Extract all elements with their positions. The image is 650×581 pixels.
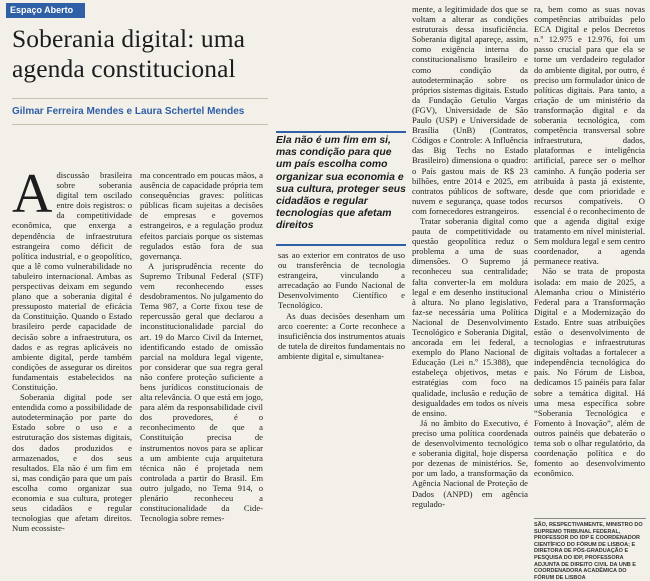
pull-quote: Ela não é um fim em si, mas condição para que um país escolha como organizar sua economia e sua cultura, proteger seus cidadãos e regular tecnologias que afetam direitos [276, 135, 406, 232]
drop-cap: A [12, 163, 53, 225]
paragraph: Soberania digital pode ser entendida como a possibilidade de autodeterminação por parte do Estado sobre o uso e a estruturação dos sistemas digitais, dos dados produzidos e armazenados, e dos seus resultados. Ela não é um fim em si, mas condição para que um país escolha como organizar sua economia e sua cultura, proteger seus cidadãos e regular tecnologias que afetam direitos. Num ecossiste- [12, 392, 132, 534]
paragraph: mente, a legitimidade dos que se voltam a alterar as condições estruturais dessa insuficiência. Soberania digital apareçe, assim, como exigência interna do constitucionalismo brasileiro e como condição da autodeterminação sobre os próprios sistemas digitais. Estudo da Fundação Getulio Vargas (FGV), Universidade de São Paulo (USP) e Universidade de Brasília (UnB) (Contratos, Códigos e Controle: A Influência das Big Techs no Estado Brasileiro) dimensiona o quadro: o País gastou mais de R$ 23 bilhões, entre 2014 e 2025, em contratos públicos de software, nuvem e segurança, quase todos com fornecedores estrangeiros. [412, 4, 528, 216]
pullquote-rule-top [276, 131, 406, 133]
paragraph: discussão brasileira sobre soberania digital tem oscilado entre dois registros: o da competitividade econômica, que enxerga a dependência de infraestrutura estrangeira como déficit de política industrial, e o geopolítico, que a lê como vulnerabilidade no tabuleiro internacional. Ambas as perspectivas deixam em segundo plano que a soberania digital é pressuposto material de eficácia da Constituição. Quando o Estado brasileiro perde capacidade de decisão sobre a infraestrutura, os dados e as regras aplicáveis no ambiente digital, perde também condições de assegurar os direitos fundamentais estabelecidos na Constituição. [12, 170, 132, 392]
pullquote-rule-bottom [276, 244, 406, 246]
paragraph: Já no âmbito do Executivo, é preciso uma política coordenada de desenvolvimento tecnológico e soberania digital, hoje dispersa por dezenas de ministérios. Se, por um lado, a transformação da Agência Nacional de Proteção de Dados (ANPD) em agência regulado- [412, 417, 528, 509]
paragraph: ma concentrado em poucas mãos, a ausência de capacidade própria tem consequências graves: políticas públicas ficam sujeitas a decisões de empresas e governos estrangeiros, e a regulação produz efeitos parciais porque os sistemas regulados estão fora de sua governança. [140, 170, 263, 261]
author-connector: e [126, 106, 133, 117]
paragraph: As duas decisões desenham um arco coerente: a Corte reconhece a insuficiência dos instrumentos atuais de tutela de direitos fundamentais no ambiente digital e, simultanea- [278, 310, 405, 361]
author-bio: SÃO, RESPECTIVAMENTE, MINISTRO DO SUPREMO TRIBUNAL FEDERAL, PROFESSOR DO IDP E COORDENADOR CIENTÍFICO DO FÓRUM DE LISBOA; E DIRETORA DE PÓS-GRADUAÇÃO E PESQUISA DO IDP, PROFESSORA ADJUNTA DE DIREITO CIVIL DA UNB E COORDENADORA ACADÊMICA DO FÓRUM DE LISBOA [534, 518, 646, 581]
paragraph: ra, bem como as suas novas competências atribuídas pelo ECA Digital e pelos Decretos n.º 12.975 e 12.976, foi um passo crucial para que ela se torne um verdadeiro regulador do ambiente digital, por outro, é preciso um formulador único de políticas digitais. Para tanto, a criação de um ministério da transformação digital e da soberania tecnológica, com competência transversal sobre infraestrutura, dados, plataformas e inteligência artificial, parece ser o melhor caminho. A função poderia ser atribuída à pasta já existente, desde que com prioridade e recursos compatíveis. O essencial é o reconhecimento de que a agenda digital exige tratamento em nível ministerial. Sem moldura legal e sem centro coordenador, a agenda permanece reativa. [534, 4, 645, 267]
author-second: Laura Schertel Mendes [134, 106, 245, 117]
paragraph: Tratar soberania digital como pauta de competitividade ou questão geopolítica reduz o problema a uma de suas dimensões. O Supremo já reconheceu sua centralidade; falta converter-la em moldura legal e em desenho institucional à altura. No plano legislativo, faz-se necessária uma Política Nacional de Desenvolvimento Tecnológico e Soberania Digital, ancorada em lei federal, a exemplo do Plano Nacional de Educação (Lei n.º 15.388), que estabeleça objetivos, metas e estratégias com foco na qualidade, inclusão e redução de desigualdades em todos os níveis de ensino. [412, 215, 528, 418]
section-label: Espaço Aberto [6, 3, 85, 18]
article-column-1 [12, 163, 132, 534]
authors-divider-top [12, 98, 268, 99]
article-column-2 [140, 170, 263, 523]
article-column-3 [278, 250, 405, 361]
article-column-5 [534, 4, 645, 478]
article-byline [12, 106, 268, 117]
article-column-4 [412, 4, 528, 509]
paragraph: sas ao exterior em contratos de uso ou transferência de tecnologia estrangeira, vinculando a arrecadação ao Fundo Nacional de Desenvolvimento Científico e Tecnológico. [278, 250, 405, 311]
paragraph: Não se trata de proposta isolada: em maio de 2025, a Alemanha criou o Ministério Federal para a Transformação Digital e a Modernização do Estado. Entre suas atribuições estão o desenvolvimento de tecnologias e infraestruturas digitais voltadas a fortalecer a independência tecnológica do país. No Fórum de Lisboa, dedicamos 15 painéis para falar sobre a temática digital. Há uma mesa específica sobre “Soberania Tecnológica e Fomento à Inovação”, além de outros painéis que debaterão o tema sob o olhar regulatório, da coordenação política e do fomento ao desenvolvimento econômico. [534, 266, 645, 479]
author-first: Gilmar Ferreira Mendes [12, 106, 124, 117]
article-title: Soberania digital: uma agenda constitucional [12, 24, 246, 83]
authors-divider-bottom [12, 124, 268, 125]
paragraph: A jurisprudência recente do Supremo Tribunal Federal (STF) vem reconhecendo esses desdobramentos. No julgamento do Tema 987, a Corte fixou tese de repercussão geral que declarou a inconstitucionalidade parcial do art. 19 do Marco Civil da Internet, identificando estado de omissão parcial na moldura legal vigente, por considerar que sua regra geral não confere proteção suficiente a bens jurídicos constitucionais de alta relevância. O que está em jogo, para além da responsabilidade civil dos provedores, é o reconhecimento de que a Constituição precisa de instrumentos novos para se aplicar a um ambiente cuja arquitetura técnica não é projetada nem controlada a partir do Brasil. Em outro julgado, no Tema 914, o plenário reconheceu a constitucionalidade da Cide-Tecnologia sobre remes- [140, 260, 263, 524]
